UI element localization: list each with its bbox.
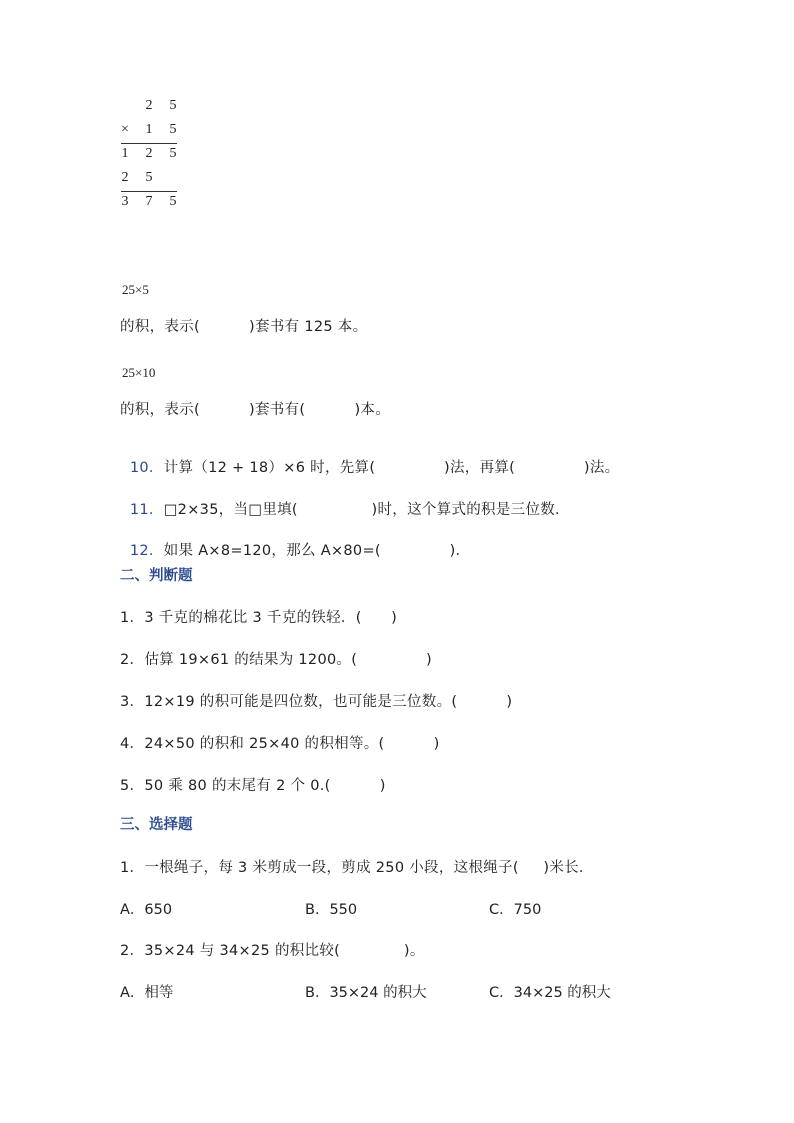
question-text: 如果 A×8=120，那么 A×80=( )．	[163, 543, 471, 559]
vm-digit: 2	[145, 98, 153, 113]
judgement-item: 4．24×50 的积和 25×40 的积相等。( )	[120, 736, 440, 752]
vm-digit: 5	[169, 122, 177, 137]
choice-option-b: B．550	[305, 902, 358, 918]
vm-digit: 5	[145, 170, 153, 185]
question-12	[120, 523, 470, 560]
choice-question-stem: 2．35×24 与 34×25 的积比较( )。	[120, 943, 425, 959]
q9-text-1: 的积，表示( )套书有 125 本。	[120, 319, 368, 335]
vm-digit: 7	[145, 194, 153, 209]
expression-25x5: 25×5	[122, 282, 149, 297]
judgement-item: 3．12×19 的积可能是四位数，也可能是三位数。( )	[120, 694, 513, 710]
section-heading-judgement: 二、判断题	[120, 568, 193, 584]
judgement-item: 2．估算 19×61 的结果为 1200。( )	[120, 652, 432, 668]
choice-question-stem: 1．一根绳子，每 3 米剪成一段，剪成 250 小段，这根绳子( )米长．	[120, 860, 594, 876]
vm-digit: 5	[169, 194, 177, 209]
vm-digit: 5	[169, 98, 177, 113]
vm-digit: 2	[121, 170, 129, 185]
vm-digit: 3	[121, 194, 129, 209]
q9-text-2: 的积，表示( )套书有( )本。	[120, 402, 391, 418]
expression-25x10: 25×10	[122, 365, 156, 380]
choice-option-c: C．750	[489, 902, 542, 918]
judgement-item: 1．3 千克的棉花比 3 千克的铁轻．( )	[120, 610, 398, 626]
question-number: 11．	[129, 502, 164, 518]
vm-digit: 1	[145, 122, 153, 137]
vm-digit: 5	[169, 146, 177, 161]
vertical-multiplication	[0, 0, 794, 220]
question-10	[120, 440, 619, 477]
vm-digit: 1	[121, 146, 129, 161]
judgement-item: 5．50 乘 80 的末尾有 2 个 0.( )	[120, 778, 386, 794]
question-text: 计算（12 + 18）×6 时，先算( )法，再算( )法。	[163, 460, 620, 476]
vm-rule	[121, 191, 177, 192]
question-number: 12．	[129, 543, 164, 559]
choice-option-a: A．相等	[120, 985, 174, 1001]
question-text: □2×35，当□里填( )时，这个算式的积是三位数．	[163, 502, 570, 518]
vm-rule	[121, 143, 177, 144]
choice-option-c: C．34×25 的积大	[489, 985, 611, 1001]
question-number: 10．	[129, 460, 164, 476]
question-11	[120, 482, 570, 519]
choice-option-b: B．35×24 的积大	[305, 985, 427, 1001]
choice-option-a: A．650	[120, 902, 173, 918]
vm-times-sign: ×	[121, 122, 129, 137]
section-heading-choice: 三、选择题	[120, 817, 193, 833]
vm-digit: 2	[145, 146, 153, 161]
